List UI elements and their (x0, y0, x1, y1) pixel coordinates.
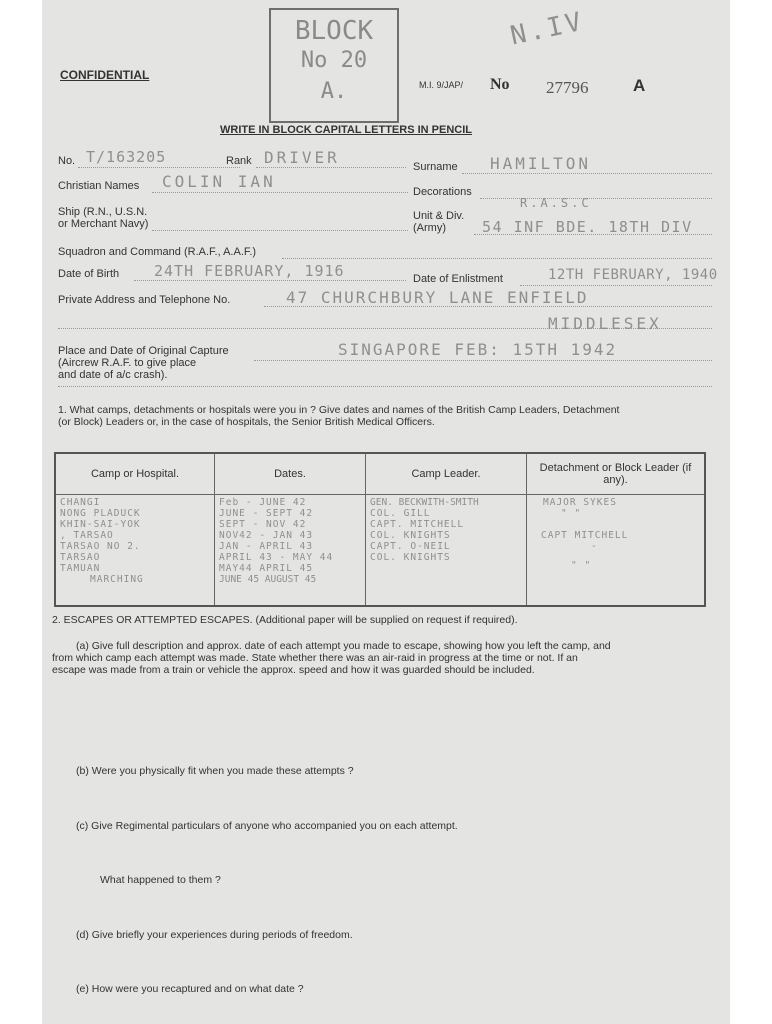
camp-entry: NONG PLADUCK (60, 508, 141, 519)
detachment-entry: CAPT MITCHELL (541, 530, 629, 541)
camp-entry: TARSAO (60, 552, 101, 563)
camp-entry: , TARSAO (60, 530, 114, 541)
question-1-line-1: 1. What camps, detachments or hospitals were you in ? Give dates and names of the British Camp Leaders, Detachment (58, 404, 620, 416)
camp-entry: TARSAO NO 2. (60, 541, 141, 552)
stamp-line-3: A. (320, 79, 348, 104)
detachment-entry: MAJOR SYKES (543, 497, 617, 508)
question-2c: (c) Give Regimental particulars of anyone who accompanied you on each attempt. (76, 820, 458, 832)
decorations-label: Decorations (413, 186, 472, 198)
camps-table (54, 452, 706, 607)
surname-label: Surname (413, 161, 458, 173)
question-2a-line-1: (a) Give full description and approx. date of each attempt you made to escape, showing how you left the camp, and (76, 640, 611, 652)
address-value-line-1: 47 CHURCHBURY LANE ENFIELD (286, 288, 589, 307)
confidential-heading: CONFIDENTIAL (60, 68, 150, 82)
stamp-line-2: No 20 (300, 48, 368, 73)
date-entry: NOV42 - JAN 43 (219, 530, 314, 541)
rank-label: Rank (226, 155, 252, 167)
leader-entry: CAPT. O-NEIL (370, 541, 451, 552)
leader-entry: COL. KNIGHTS (370, 552, 451, 563)
question-2a-line-3: escape was made from a train or vehicle the approx. speed and how it was guarded should be included. (52, 664, 535, 676)
stamp-line-1: BLOCK (294, 16, 374, 46)
date-entry: JUNE 45 AUGUST 45 (219, 574, 317, 585)
squadron-label: Squadron and Command (R.A.F., A.A.F.) (58, 246, 257, 258)
christian-names-label: Christian Names (58, 180, 140, 192)
camp-entry: CHANGI (60, 497, 101, 508)
ref-no-label: No (490, 76, 510, 93)
ref-prefix: M.I. 9/JAP/ (419, 80, 464, 90)
unit-value-1: R.A.S.C (520, 196, 592, 210)
dates-cell (215, 495, 366, 607)
camp-entry: TAMUAN (60, 563, 101, 574)
detachment-entry: " " (571, 560, 592, 571)
camp-entry: MARCHING (90, 574, 144, 585)
date-entry: Feb - JUNE 42 (219, 497, 307, 508)
date-entry: JAN - APRIL 43 (219, 541, 314, 552)
address-label: Private Address and Telephone No. (58, 294, 231, 306)
leader-entry: COL. GILL (370, 508, 431, 519)
date-entry: JUNE - SEPT 42 (219, 508, 314, 519)
col-header-camp-leader: Camp Leader. (366, 453, 527, 495)
detachment-entry: " " (561, 508, 582, 519)
capture-label-1: Place and Date of Original Capture (58, 345, 229, 357)
surname-value: HAMILTON (490, 154, 592, 173)
question-2e: (e) How were you recaptured and on what date ? (76, 983, 304, 995)
unit-label-1: Unit & Div. (413, 210, 465, 222)
question-2b: (b) Were you physically fit when you made these attempts ? (76, 765, 354, 777)
col-header-dates: Dates. (215, 453, 366, 495)
leaders-cell (366, 495, 527, 607)
rank-value: DRIVER (264, 148, 340, 167)
no-label: No. (58, 155, 76, 167)
leader-entry: CAPT. MITCHELL (370, 519, 465, 530)
unit-label-2: (Army) (413, 222, 446, 234)
capture-label-2: (Aircrew R.A.F. to give place (58, 357, 197, 369)
detachment-entry: - (591, 541, 598, 552)
question-2d: (d) Give briefly your experiences during periods of freedom. (76, 929, 353, 941)
col-header-detachment-leader: Detachment or Block Leader (if any). (527, 453, 706, 495)
enlistment-label: Date of Enlistment (413, 273, 503, 285)
camp-entry: KHIN-SAI-YOK (60, 519, 141, 530)
ref-suffix: A (633, 76, 646, 95)
date-entry: MAY44 APRIL 45 (219, 563, 314, 574)
handwritten-annotation: N.IV (507, 6, 587, 52)
instruction-heading: WRITE IN BLOCK CAPITAL LETTERS IN PENCIL (220, 124, 472, 136)
enlistment-value: 12TH FEBRUARY, 1940 (548, 267, 718, 283)
capture-label-3: and date of a/c crash). (58, 369, 168, 381)
ship-label-2: or Merchant Navy) (58, 218, 149, 230)
leader-entry: GEN. BECKWITH-SMITH (370, 497, 479, 508)
date-entry: APRIL 43 - MAY 44 (219, 552, 334, 563)
question-2-heading: 2. ESCAPES OR ATTEMPTED ESCAPES. (Additional paper will be supplied on request if required). (52, 614, 518, 626)
form-page (42, 0, 730, 1024)
detachment-cell (527, 495, 706, 607)
date-entry: SEPT - NOV 42 (219, 519, 307, 530)
ref-number: 27796 (546, 78, 589, 97)
unit-value-2: 54 INF BDE. 18TH DIV (482, 218, 693, 236)
ship-label-1: Ship (R.N., U.S.N. (58, 206, 148, 218)
question-2a-line-2: from which camp each attempt was made. State whether there was an air-raid in progress at the time or not. If an (52, 652, 578, 664)
christian-names-value: COLIN IAN (162, 172, 276, 191)
col-header-camp: Camp or Hospital. (55, 453, 215, 495)
capture-value: SINGAPORE FEB: 15TH 1942 (338, 340, 618, 359)
camps-cell (55, 495, 215, 607)
date-of-birth-value: 24TH FEBRUARY, 1916 (154, 262, 345, 280)
leader-entry: COL. KNIGHTS (370, 530, 451, 541)
block-stamp (269, 8, 399, 123)
question-2c-followup: What happened to them ? (100, 874, 221, 886)
date-of-birth-label: Date of Birth (58, 268, 120, 280)
service-number: T/163205 (86, 148, 167, 166)
question-1-line-2: (or Block) Leaders or, in the case of hospitals, the Senior British Medical Officers. (58, 416, 435, 428)
address-value-line-2: MIDDLESEX (548, 314, 662, 333)
